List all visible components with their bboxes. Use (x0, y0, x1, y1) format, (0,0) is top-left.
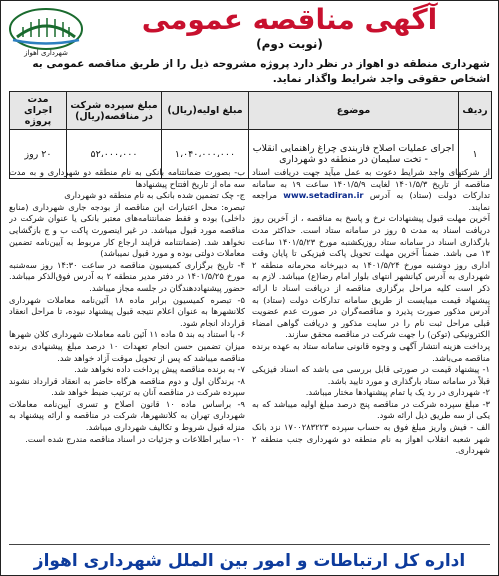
cell-duration: ۲۰ روز (10, 130, 67, 179)
clause-3: ۳- مبلغ سپرده شرکت در مناقصه پنج درصد مبلغ اولیه میباشد که به یکی از سه طریق ذیل ارائه شود. (252, 398, 490, 421)
clause-note: تبصره: محل اعتبارات این مناقصه از بودجه جاری شهرداری (منابع داخلی) بوده و فقط ضمانتنامه‌های معتبر بانکی یا عنوان شرکت در مناقصه مورد قبول میباشد. در غیر اینصورت پاکت ب و ج بازگشایی نخواهد شد. (ضمانتنامه فرایند ارجاع کار مربوط به آیین‌نامه تضمین معاملات دولتی بوده و مورد قبول نمیباشد) (9, 201, 245, 259)
clause-1: ۱- پیشنهاد قیمت در صورتی قابل بررسی می باشد که اسناد فیزیکی قبلاً در سامانه ستاد بارگذاری و مورد تایید باشد. (252, 364, 490, 386)
cell-initial-amount: ۱،۰۴۰،۰۰۰،۰۰۰ (162, 130, 249, 179)
right-text-column (252, 167, 490, 531)
logo-caption: شهرداری اهواز (24, 49, 68, 57)
clause-8: ۸- برندگان اول و دوم مناقصه هرگاه حاضر به انعقاد قرارداد نشوند سپرده شرکت در مناقصه آنان به ترتیب ضبط خواهد شد. (9, 375, 245, 398)
documents-text-end: مراجعه نمایند. (252, 190, 490, 212)
cell-deposit-amount: ۵۲،۰۰۰،۰۰۰ (67, 130, 162, 179)
ahvaz-municipality-logo-icon (7, 5, 85, 51)
tender-table (9, 91, 492, 179)
documents-text: از شرکتهای واجد شرایط دعوت به عمل میآید جهت دریافت اسناد مناقصه از تاریخ ۱۴۰۱/۵/۳ لغایت ۱۴۰۱/۵/۹ ساعت ۱۹ به سامانه تدارکات دولت (ستاد) به آدرس (252, 167, 490, 201)
cell-subject: اجرای عملیات اصلاح فازبندی چراغ راهنمایی انقلاب - تخت سلیمان در منطقه دو شهرداری (249, 130, 459, 179)
clause-7: ۷- به برنده مناقصه پیش پرداخت داده نخواهد شد. (74, 364, 245, 375)
header-subject: موضوع (249, 92, 459, 130)
notice-title: آگهی مناقصه عمومی (141, 3, 438, 36)
footer-divider (9, 544, 490, 545)
footer-issuer: اداره کل ارتباطات و امور بین الملل شهرداری اهواز (33, 551, 466, 571)
clause-4: ۴- تاریخ برگزاری کمیسیون مناقصه در ساعت ۱۴:۳۰ روز سه‌شنبه مورخ ۱۴۰۱/۵/۲۵ در دفتر مدیر منطقه ۲ به آدرس فوق‌الذکر میباشد. حضور پیشنهاددهندگان در جلسه مجاز میباشد. (9, 259, 245, 293)
paragraph-ad-costs: پرداخت هزینه انتشار آگهی و وجوه قانونی سامانه ستاد به عهده برنده مناقصه می‌باشد. (252, 340, 490, 363)
intro-paragraph: شهرداری منطقه دو اهواز در نظر دارد پروژه مشروحه ذیل را از طریق مناقصه عمومی به اشخاص حقوقی واجد شرایط واگذار نماید. (32, 58, 490, 85)
setad-website-link[interactable]: www.setadiran.ir (283, 190, 364, 201)
paragraph-documents (252, 167, 490, 213)
cell-row-number: ۱ (459, 130, 492, 179)
clause-3-c: ج- چک تضمین شده بانکی به نام منطقه دو شهرداری (64, 190, 245, 201)
notice-subtitle: (نوبت دوم) (256, 37, 323, 51)
clause-3-a: الف - فیش واریز مبلغ فوق به حساب سپرده ۱۷۰۰۲۸۳۲۲۳ نزد بانک شهر شعبه انقلاب اهواز به نام منطقه دو شهرداری جنب منطقه ۲ شهرداری. (252, 422, 490, 456)
header-deposit-amount: مبلغ سپرده شرکت در مناقصه(ریال) (67, 92, 162, 130)
clause-6: ۶- با استناد به بند ۵ ماده ۱۱ آئین نامه معاملات شهرداری کلان شهرها میزان تضمین حسن انجام تعهدات ۱۰ درصد مبلغ پیشنهادی برنده مناقصه میباشد که پس از تحویل موقت آزاد خواهد شد. (9, 329, 245, 363)
clause-2: ۲- شهرداری در رد یک یا تمام پیشنهادها مختار میباشد. (305, 387, 490, 398)
table-header-row (10, 92, 492, 130)
clause-9: ۹- براساس ماده ۱۰ قانون اصلاح و تسری آیین‌نامه معاملات شهرداری تهران به کلانشهرها، شرکت در مناقصه و ارائه پیشنهاد به منزله قبول شروط و تکالیف شهرداری میباشد. (9, 398, 245, 433)
clause-10: ۱۰- سایر اطلاعات و جزئیات در اسناد مناقصه مندرج شده است. (25, 433, 245, 444)
paragraph-deadlines: آخرین مهلت قبول پیشنهادات نرخ و پاسخ به مناقصه ، از آخرین روز دریافت اسناد به مدت ۵ روز در سامانه ستاد است. حداکثر مدت بارگذاری اسناد در سامانه ستاد روزیکشنبه مورخ ۱۴۰۱/۵/۲۳ ساعت ۱۳ می باشد. ضمناً آخرین مهلت تحویل پاکت فیزیکی تا پایان وقت اداری روز دوشنبه مورخ ۱۴۰۱/۵/۲۴ به دبیرخانه محرمانه منطقه ۲ شهرداری به آدرس کیانشهر انتهای بلوار امام رضا(ع) میباشد. لازم به ذکر است کلیه مراحل برگزاری مناقصه از دریافت اسناد تا ارائه پیشنهاد قیمت میبایست از طریق سامانه تدارکات دولت (ستاد) به آدرس مذکور صورت پذیرد و مناقصه‌گران در صورت عدم عضویت قبلی مراحل ثبت نام را در سایت مذکور و دریافت گواهی امضاء الکترونیکی (توکن) را جهت شرکت در مناقصه محقق سازند. (252, 213, 490, 340)
header-initial-amount: مبلغ اولیه(ریال) (162, 92, 249, 130)
left-text-column (9, 167, 245, 547)
clause-3-b: ب- بصورت ضمانتنامه بانکی به نام منطقه دو شهرداری و به مدت سه ماه از تاریخ افتتاح پیشنهادها (9, 167, 245, 189)
header-duration: مدت اجرای پروژه (10, 92, 67, 130)
clause-5: ۵- تبصره کمیسیون برابر ماده ۱۸ آئین‌نامه معاملات شهرداری کلانشهرها به عنوان اعلام نتیجه قبول پیشنهاد نبوده، تا مراحل انعقاد قرارداد انجام شود. (9, 294, 245, 328)
header-row-number: ردیف (459, 92, 492, 130)
